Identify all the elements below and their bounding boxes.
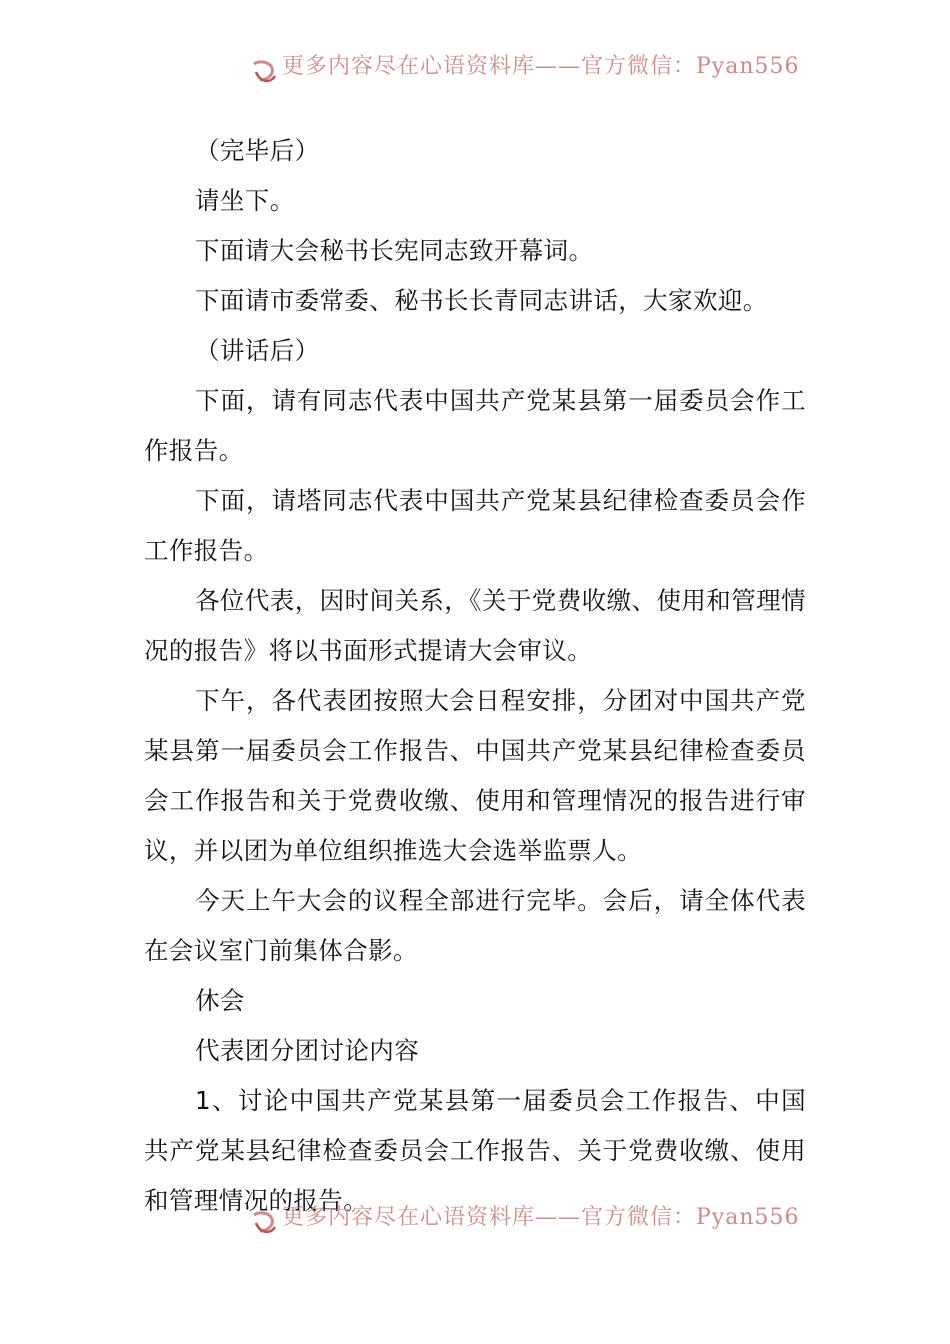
paragraph: 休会 <box>195 986 245 1015</box>
watermark-text: 更多内容尽在心语资料库——官方微信：Pyan556 <box>282 54 800 79</box>
watermark-header <box>250 54 800 86</box>
watermark-text: 更多内容尽在心语资料库——官方微信：Pyan556 <box>282 1205 800 1230</box>
paragraph: 下面请大会秘书长宪同志致开幕词。 <box>195 236 594 265</box>
paragraph: 下面，请有同志代表中国共产党某县第一届委员会作工作报告。 <box>144 386 806 465</box>
paragraph: 下面请市委常委、秘书长长青同志讲话，大家欢迎。 <box>195 286 768 315</box>
paragraph: 各位代表，因时间关系，《关于党费收缴、使用和管理情况的报告》将以书面形式提请大会审议。 <box>144 586 806 665</box>
logo-icon <box>250 58 278 86</box>
paragraph: 今天上午大会的议程全部进行完毕。会后，请全体代表在会议室门前集体合影。 <box>144 886 806 965</box>
paragraph: 下午，各代表团按照大会日程安排，分团对中国共产党某县第一届委员会工作报告、中国共产党某县纪律检查委员会工作报告和关于党费收缴、使用和管理情况的报告进行审议，并以团为单位组织推选大会选举监票人。 <box>144 686 806 865</box>
paragraph: 下面，请塔同志代表中国共产党某县纪律检查委员会作工作报告。 <box>144 486 806 565</box>
paragraph: 代表团分团讨论内容 <box>195 1036 420 1065</box>
paragraph: 1、讨论中国共产党某县第一届委员会工作报告、中国共产党某县纪律检查委员会工作报告、关于党费收缴、使用和管理情况的报告。 <box>144 1086 806 1215</box>
document-body <box>144 126 806 1226</box>
paragraph: 请坐下。 <box>195 186 295 215</box>
watermark-footer <box>250 1205 800 1237</box>
logo-icon <box>250 1209 278 1237</box>
paragraph: （完毕后） <box>195 136 320 165</box>
paragraph: （讲话后） <box>195 336 320 365</box>
